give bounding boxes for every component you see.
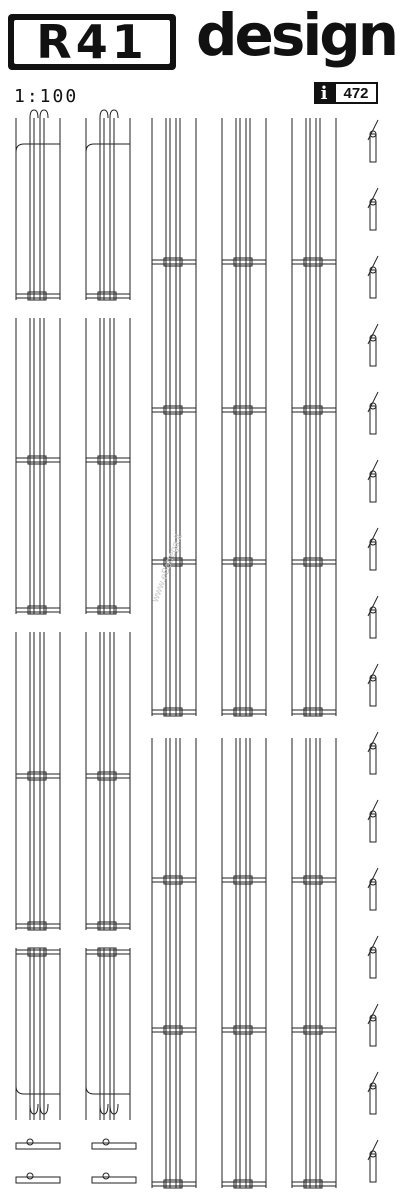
lever-figure-9 [368,732,378,774]
lever-figure-14 [368,1072,378,1114]
left-strip-top-cap-1 [100,110,118,118]
center-strip-upper-0 [152,118,196,716]
left-strip-top-hook-0 [16,144,60,300]
lever-figure-5 [368,460,378,502]
center-strip-lower-0 [152,738,196,1188]
center-strip-upper-2 [292,118,336,716]
small-fitting-3 [92,1173,136,1183]
lever-figure-8 [368,664,378,706]
left-strip-mid-1 [86,318,130,614]
lever-figure-11 [368,868,378,910]
left-strip-bottom-cap-0 [30,1104,48,1114]
lever-figure-0 [368,120,378,162]
lever-figure-4 [368,392,378,434]
lever-figure-6 [368,528,378,570]
brand-word: design [196,1,397,69]
scale-label: 1:100 [14,86,79,107]
brand-mark: R41 [36,15,148,69]
small-fitting-2 [16,1173,60,1183]
left-strip-top-hook-1 [86,144,130,300]
left-strip-low-0 [16,632,60,930]
small-fitting-1 [92,1139,136,1149]
left-strip-bottom-cap-1 [100,1104,118,1114]
left-strip-mid-0 [16,318,60,614]
left-strip-bottom-hook-0 [16,948,60,1094]
watermark: www.eBottega.it [150,532,185,604]
left-strip-bottom-hook-1 [86,948,130,1094]
center-strip-upper-1 [222,118,266,716]
lever-figure-2 [368,256,378,298]
info-icon: i [320,82,328,104]
lever-figure-15 [368,1140,378,1182]
center-strip-lower-2 [292,738,336,1188]
lever-figure-12 [368,936,378,978]
center-strip-lower-1 [222,738,266,1188]
lever-figure-7 [368,596,378,638]
left-strip-top-1 [86,118,130,300]
left-strip-low-1 [86,632,130,930]
lever-figure-1 [368,188,378,230]
catalog-number: 472 [336,84,376,102]
left-strip-top-0 [16,118,60,300]
lever-figure-10 [368,800,378,842]
left-strip-top-cap-0 [30,110,48,118]
lever-figure-3 [368,324,378,366]
small-fitting-0 [16,1139,60,1149]
lever-figure-13 [368,1004,378,1046]
